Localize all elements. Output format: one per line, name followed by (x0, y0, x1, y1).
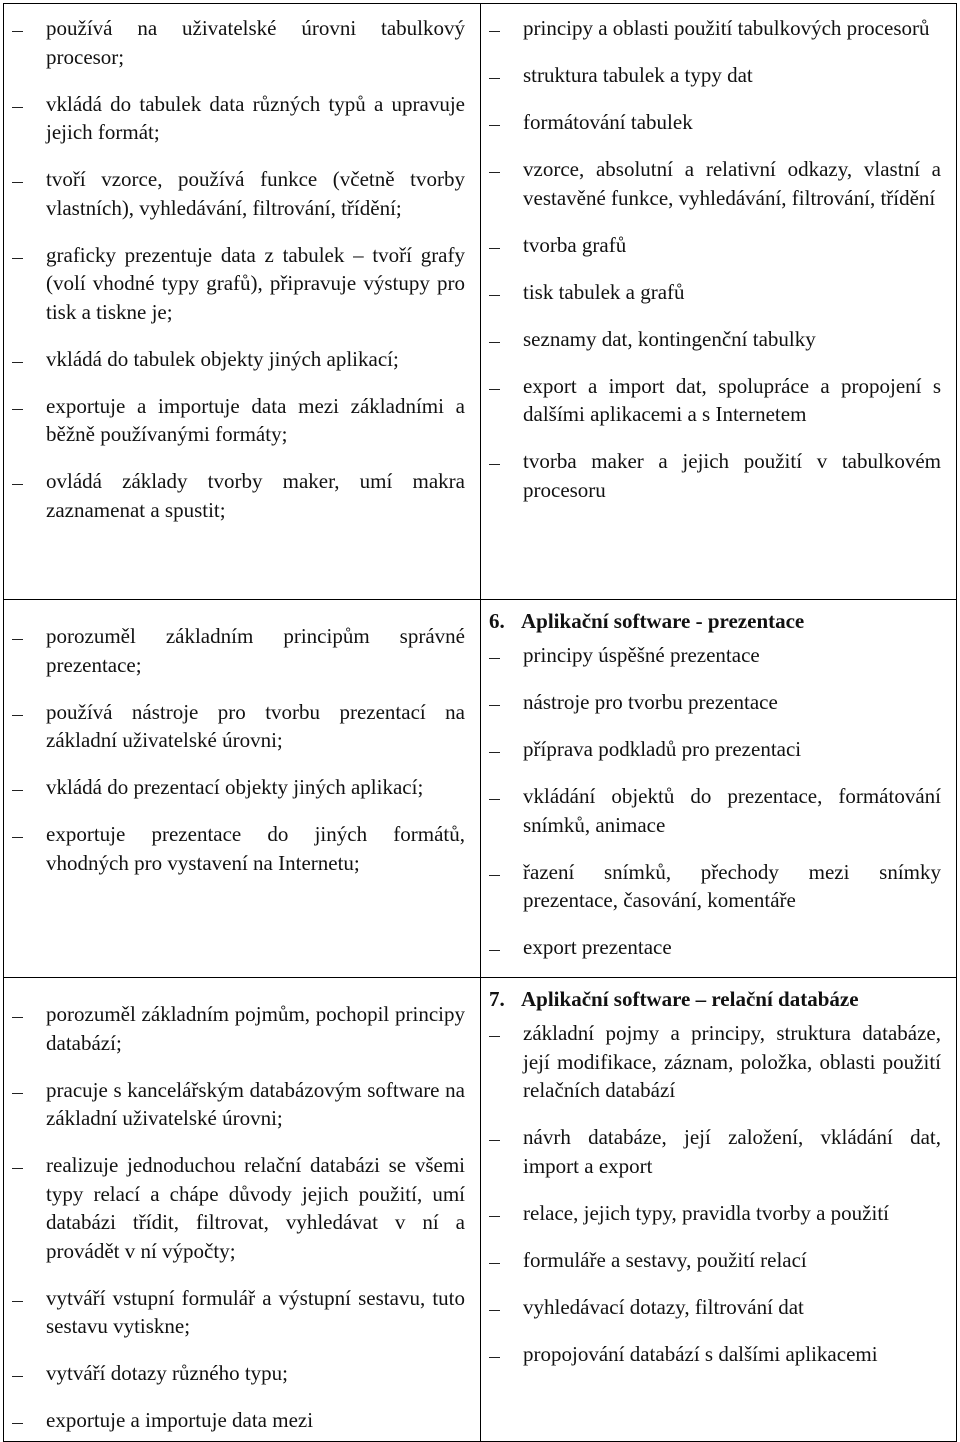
topic-list-item (481, 1293, 941, 1322)
topic-item-text: návrh databáze, její založení, vkládání dat, import a export (523, 1125, 941, 1178)
outcome-item-text: realizuje jednoduchou relační databázi se všemi typy relací a chápe důvody jejich použití, umí databázi třídit, filtrovat, vyhledávat v ní a provádět v ní výpočty; (46, 1153, 465, 1263)
outcome-item-text: používá na uživatelské úrovni tabulkový procesor; (46, 16, 465, 69)
topic-item-text: vkládání objektů do prezentace, formátování snímků, animace (523, 784, 941, 837)
outcome-item-text: vkládá do tabulek data různých typů a upravuje jejich formát; (46, 91, 465, 144)
outcome-item-text: pracuje s kancelářským databázovým software na základní uživatelské úrovni; (46, 1077, 465, 1130)
outcome-item-text: exportuje a importuje data mezi základními a běžně používanými formáty; (46, 393, 465, 446)
topic-list-item (481, 108, 941, 137)
outcome-list-item (4, 467, 465, 524)
topic-list-item (481, 231, 941, 260)
outcome-item-text: vytváří vstupní formulář a výstupní sestavu, tuto sestavu vytiskne; (46, 1285, 465, 1338)
curriculum-topics-cell (481, 600, 957, 978)
topic-list-item (481, 325, 941, 354)
topic-item-text: struktura tabulek a typy dat (523, 63, 753, 87)
outcome-item-text: exportuje a importuje data mezi (46, 1408, 314, 1432)
outcome-item-list (4, 4, 480, 530)
outcome-list-item (4, 622, 465, 679)
outcome-item-text: tvoří vzorce, používá funkce (včetně tvorby vlastních), vyhledávání, filtrování, třídění; (46, 167, 465, 220)
topic-list-item (481, 782, 941, 839)
topic-list-item (481, 155, 941, 212)
outcome-list-item (4, 241, 465, 327)
outcome-list-item (4, 345, 465, 374)
topic-list-item (481, 1199, 941, 1228)
topic-item-text: formuláře a sestavy, použití relací (523, 1247, 807, 1272)
curriculum-topics-cell (481, 978, 957, 1442)
outcome-list-item (4, 1406, 465, 1435)
topic-item-list (481, 635, 956, 968)
outcome-item-list (4, 990, 480, 1441)
learning-outcomes-cell (4, 978, 481, 1442)
topic-item-text: vzorce, absolutní a relativní odkazy, vlastní a vestavěné funkce, vyhledávání, filtrování, třídění (523, 157, 941, 210)
outcome-list-item (4, 1076, 465, 1133)
outcome-item-text: ovládá základy tvorby maker, umí makra zaznamenat a spustit; (46, 469, 465, 522)
curriculum-table (3, 3, 957, 1442)
topic-item-text: tvorba grafů (523, 232, 627, 257)
curriculum-table-body (4, 4, 957, 1442)
topic-list-item (481, 1019, 941, 1105)
outcome-list-item (4, 14, 465, 71)
outcome-list-item (4, 773, 465, 802)
topic-list-item (481, 1246, 941, 1275)
topic-item-text: základní pojmy a principy, struktura databáze, její modifikace, záznam, položka, oblasti použití relačních databází (523, 1021, 941, 1102)
outcome-list-item (4, 1284, 465, 1341)
outcome-item-text: graficky prezentuje data z tabulek – tvoří grafy (volí vhodné typy grafů), připravuje výstupy pro tisk a tiskne je; (46, 242, 465, 324)
topic-item-text: principy a oblasti použití tabulkových procesorů (523, 16, 930, 40)
topic-item-text: tvorba maker a jejich použití v tabulkovém procesoru (523, 449, 941, 502)
topic-item-text: tisk tabulek a grafů (523, 279, 685, 304)
outcome-list-item (4, 1000, 465, 1057)
topic-item-text: propojování databází s dalšími aplikacemi (523, 1341, 878, 1366)
outcome-item-text: vytváří dotazy různého typu; (46, 1361, 289, 1385)
curriculum-row (4, 978, 957, 1442)
topic-list-item (481, 447, 941, 504)
section-title (481, 978, 956, 1013)
curriculum-row (4, 4, 957, 600)
outcome-item-text: porozuměl základním pojmům, pochopil principy databází; (46, 1002, 465, 1055)
outcome-item-list (4, 612, 480, 883)
learning-outcomes-cell (4, 600, 481, 978)
outcome-list-item (4, 698, 465, 755)
topic-list-item (481, 641, 941, 670)
topic-list-item (481, 1340, 941, 1369)
outcome-list-item (4, 1359, 465, 1388)
learning-outcomes-cell (4, 4, 481, 600)
outcome-list-item (4, 820, 465, 877)
topic-item-text: nástroje pro tvorbu prezentace (523, 690, 778, 714)
outcome-list-item (4, 90, 465, 147)
topic-item-text: export a import dat, spolupráce a propojení s dalšími aplikacemi a s Internetem (523, 373, 941, 426)
topic-item-text: principy úspěšné prezentace (523, 643, 760, 667)
outcome-item-text: používá nástroje pro tvorbu prezentací na základní uživatelské úrovni; (46, 699, 465, 752)
topic-item-text: formátování tabulek (523, 110, 693, 134)
topic-item-list (481, 1013, 956, 1374)
section-title (481, 600, 956, 635)
outcome-list-item (4, 392, 465, 449)
topic-list-item (481, 61, 941, 90)
outcome-list-item (4, 1151, 465, 1265)
topic-list-item (481, 1123, 941, 1180)
outcome-item-text: porozuměl základním principům správné prezentace; (46, 624, 465, 677)
outcome-list-item (4, 165, 465, 222)
topic-list-item (481, 278, 941, 307)
section-title-text: Aplikační software - prezentace (521, 609, 805, 633)
topic-list-item (481, 688, 941, 717)
section-number: 6. (489, 609, 505, 633)
topic-item-text: příprava podkladů pro prezentaci (523, 737, 802, 761)
topic-item-text: vyhledávací dotazy, filtrování dat (523, 1294, 804, 1319)
curriculum-topics-cell (481, 4, 957, 600)
topic-item-list (481, 4, 956, 510)
section-number: 7. (489, 987, 505, 1011)
outcome-item-text: vkládá do prezentací objekty jiných aplikací; (46, 775, 424, 799)
topic-list-item (481, 372, 941, 429)
outcome-item-text: exportuje prezentace do jiných formátů, vhodných pro vystavení na Internetu; (46, 822, 465, 875)
topic-list-item (481, 933, 941, 962)
topic-item-text: seznamy dat, kontingenční tabulky (523, 326, 816, 351)
topic-item-text: řazení snímků, přechody mezi snímky prezentace, časování, komentáře (523, 859, 941, 912)
outcome-item-text: vkládá do tabulek objekty jiných aplikací; (46, 346, 399, 371)
topic-item-text: export prezentace (523, 935, 672, 959)
topic-list-item (481, 14, 941, 43)
topic-item-text: relace, jejich typy, pravidla tvorby a použití (523, 1200, 890, 1225)
curriculum-row (4, 600, 957, 978)
section-title-text: Aplikační software – relační databáze (521, 987, 859, 1011)
topic-list-item (481, 735, 941, 764)
topic-list-item (481, 858, 941, 915)
